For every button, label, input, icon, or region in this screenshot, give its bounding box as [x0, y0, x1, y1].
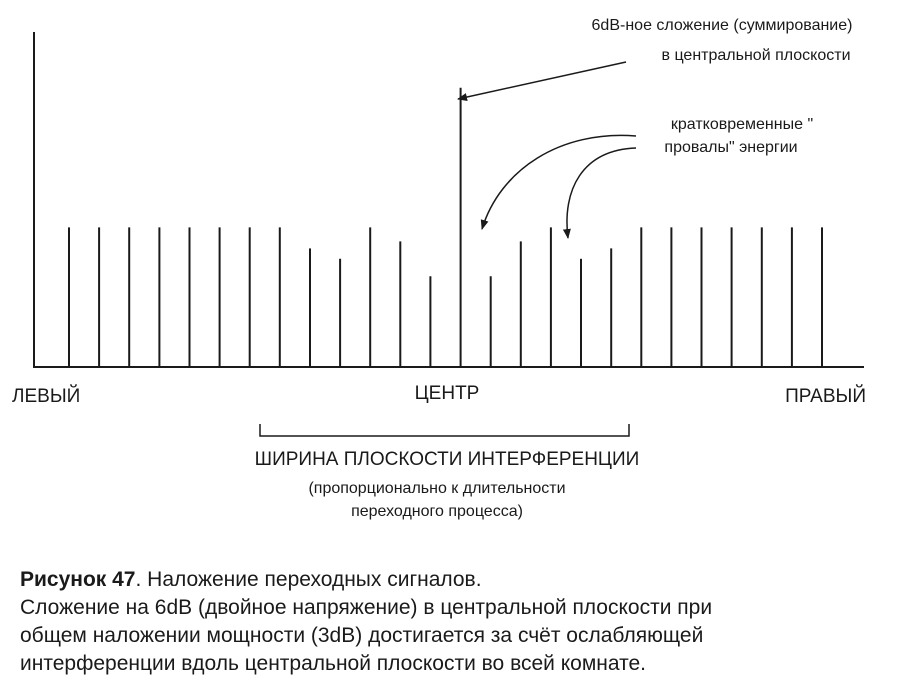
annotation-dips-arrow-left [482, 135, 636, 229]
bracket-subtitle-line1: (пропорционально к длительности [308, 480, 566, 497]
interference-bracket [260, 424, 629, 436]
annotation-sum-arrow [458, 62, 626, 99]
figure-caption [20, 566, 900, 678]
x-label-right: ПРАВЫЙ [785, 386, 866, 407]
caption-title-text: . Наложение переходных сигналов. [135, 568, 482, 591]
caption-figure-label: Рисунок 47 [20, 568, 136, 591]
annotation-dips-arrow-right [567, 148, 636, 238]
bracket-title: ШИРИНА ПЛОСКОСТИ ИНТЕРФЕРЕНЦИИ [254, 449, 640, 470]
caption-line-4: интерференции вдоль центральной плоскости во всей комнате. [20, 652, 646, 675]
x-label-left: ЛЕВЫЙ [12, 386, 81, 407]
annotation-sum-line1: 6dB-ное сложение (суммирование) [591, 17, 853, 34]
caption-line-2: Сложение на 6dB (двойное напряжение) в центральной плоскости при [20, 596, 713, 619]
annotation-dips-line1: кратковременные " [670, 116, 814, 133]
bracket-subtitle-line2: переходного процесса) [351, 503, 523, 520]
annotation-sum-line2: в центральной плоскости [661, 47, 851, 64]
caption-line-3: общем наложении мощности (3dB) достигается за счёт ослабляющей [20, 624, 704, 647]
annotation-dips-line2: провалы" энергии [664, 139, 798, 156]
caption-title-line [20, 566, 900, 594]
x-label-center: ЦЕНТР [414, 383, 480, 404]
